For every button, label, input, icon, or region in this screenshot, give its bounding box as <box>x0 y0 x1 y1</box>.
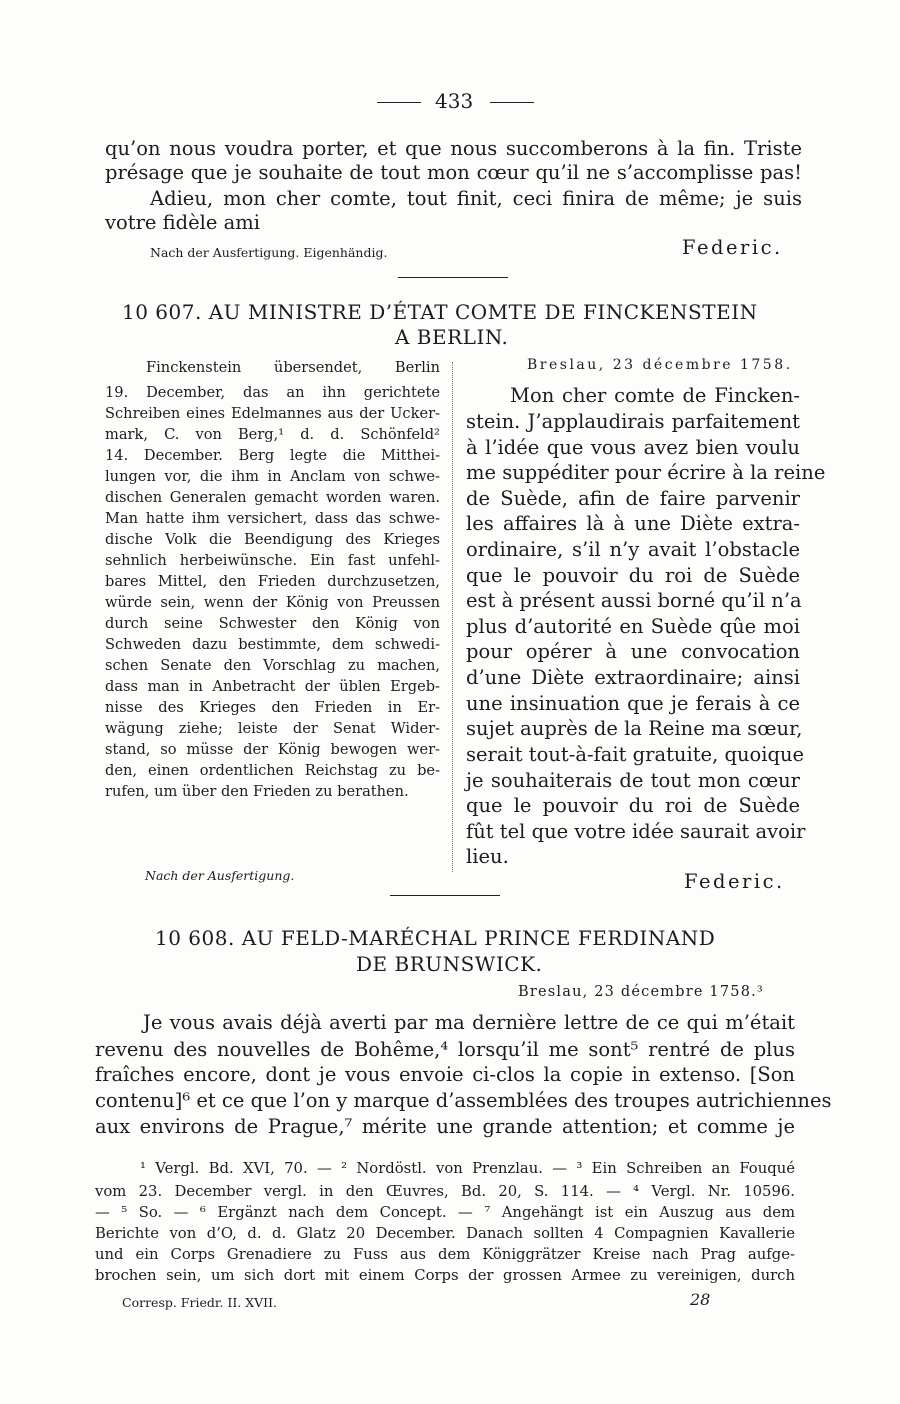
letter-line: est à présent aussi borné qu’il n’a <box>466 589 802 612</box>
text-line: contenu]⁶ et ce que l’on y marque d’assemblées des troupes autrichiennes <box>95 1089 832 1112</box>
summary-line: schen Senate den Vorschlag zu machen, <box>105 657 440 674</box>
column-divider <box>452 362 453 872</box>
footnote-line: brochen sein, um sich dort mit einem Corps der grossen Armee zu vereinigen, durch <box>95 1267 795 1284</box>
letter-line: que le pouvoir du roi de Suède <box>466 564 800 587</box>
summary-line: den, einen ordentlichen Reichstag zu be- <box>105 762 440 779</box>
text-line: votre fidèle ami <box>105 211 261 234</box>
dateline: Breslau, 23 décembre 1758.³ <box>518 984 764 1000</box>
text-line: Adieu, mon cher comte, tout finit, ceci finira de même; je suis <box>150 187 802 210</box>
letter-line: une insinuation que je ferais à ce <box>466 692 800 715</box>
section-rule <box>390 895 500 896</box>
summary-line: mark, C. von Berg,¹ d. d. Schönfeld² <box>105 426 440 443</box>
footnote-line: vom 23. December vergl. in den Œuvres, Bd. 20, S. 114. — ⁴ Vergl. Nr. 10596. <box>95 1183 795 1200</box>
letter-line: ordinaire, s’il n’y avait l’obstacle <box>466 538 800 561</box>
summary-line: stand, so müsse der König bewogen wer- <box>105 741 440 758</box>
text-line: présage que je souhaite de tout mon cœur qu’il ne s’accomplisse pas! <box>105 161 802 184</box>
source-note: Nach der Ausfertigung. <box>145 868 295 883</box>
letter-line: lieu. <box>466 845 509 868</box>
summary-line: 14. December. Berg legte die Mitthei- <box>105 447 440 464</box>
letter-line: me suppéditer pour écrire à la reine <box>466 461 826 484</box>
summary-line: dass man in Anbetracht der üblen Ergeb- <box>105 678 440 695</box>
text-line: aux environs de Prague,⁷ mérite une grande attention; et comme je <box>95 1115 795 1138</box>
footnote-line: Berichte von d’O, d. d. Glatz 20 December. Danach sollten 4 Compagnien Kavallerie <box>95 1225 795 1242</box>
page-number: 433 <box>435 89 474 113</box>
letter-line: stein. J’applaudirais parfaitement <box>466 410 800 433</box>
summary-line: 19. December, das an ihn gerichtete <box>105 384 440 401</box>
dateline: Breslau, 23 décembre 1758. <box>527 357 793 373</box>
signature: Federic. <box>684 870 785 893</box>
letter-heading: 10 607. AU MINISTRE D’ÉTAT COMTE DE FINCKENSTEIN <box>122 300 758 324</box>
letter-heading-line2: DE BRUNSWICK. <box>356 952 543 976</box>
text-line: Je vous avais déjà averti par ma dernière lettre de ce qui m’était <box>143 1011 795 1034</box>
summary-line: Schreiben eines Edelmannes aus der Ucker- <box>105 405 440 422</box>
letter-heading: 10 608. AU FELD-MARÉCHAL PRINCE FERDINAND <box>155 926 716 950</box>
header-rule-left <box>377 102 421 103</box>
letter-line: serait tout-à-fait gratuite, quoique <box>466 743 805 766</box>
gathering-number: 28 <box>690 1290 711 1309</box>
letter-line: fût tel que votre idée saurait avoir <box>466 820 806 843</box>
summary-line: Schweden dazu bestimmte, dem schwedi- <box>105 636 440 653</box>
text-line: fraîches encore, dont je vous envoie ci-clos la copie in extenso. [Son <box>95 1063 795 1086</box>
letter-line: que le pouvoir du roi de Suède <box>466 794 800 817</box>
text-line: revenu des nouvelles de Bohême,⁴ lorsqu’il me sont⁵ rentré de plus <box>95 1038 795 1061</box>
summary-line: wägung ziehe; leiste der Senat Wider- <box>105 720 440 737</box>
letter-line: je souhaiterais de tout mon cœur <box>466 769 800 792</box>
footnote-line: und ein Corps Grenadiere zu Fuss aus dem Königgrätzer Kreise nach Prag aufge- <box>95 1246 795 1263</box>
letter-line: de Suède, afin de faire parvenir <box>466 487 800 510</box>
summary-line: dischen Generalen gemacht worden waren. <box>105 489 440 506</box>
letter-line: pour opérer à une convocation <box>466 640 800 663</box>
letter-line: d’une Diète extraordinaire; ainsi <box>466 666 800 689</box>
letter-line: à l’idée que vous avez bien voulu <box>466 436 800 459</box>
summary-line: Finckenstein übersendet, Berlin <box>146 359 440 376</box>
summary-line: bares Mittel, den Frieden durchzusetzen, <box>105 573 440 590</box>
source-note: Nach der Ausfertigung. Eigenhändig. <box>150 245 388 260</box>
text-line: qu’on nous voudra porter, et que nous succomberons à la fin. Triste <box>105 137 802 160</box>
letter-line: plus d’autorité en Suède qûe moi <box>466 615 800 638</box>
footnote-line: ¹ Vergl. Bd. XVI, 70. — ² Nordöstl. von Prenzlau. — ³ Ein Schreiben an Fouqué <box>140 1160 795 1177</box>
section-rule <box>398 277 508 278</box>
summary-line: Man hatte ihm versichert, dass das schwe- <box>105 510 440 527</box>
signature: Federic. <box>682 236 783 259</box>
summary-line: rufen, um über den Frieden zu berathen. <box>105 783 409 800</box>
summary-line: nisse des Krieges den Frieden in Er- <box>105 699 440 716</box>
summary-line: sehnlich herbeiwünsche. Ein fast unfehl- <box>105 552 440 569</box>
header-rule-right <box>490 102 534 103</box>
footnote-line: — ⁵ So. — ⁶ Ergänzt nach dem Concept. — ⁷ Angehängt ist ein Auszug aus dem <box>95 1204 795 1221</box>
letter-line: les affaires là à une Diète extra- <box>466 512 800 535</box>
summary-line: durch seine Schwester den König von <box>105 615 440 632</box>
summary-line: lungen vor, die ihm in Anclam von schwe- <box>105 468 440 485</box>
letter-heading-line2: A BERLIN. <box>395 325 509 349</box>
summary-line: würde sein, wenn der König von Preussen <box>105 594 440 611</box>
summary-line: dische Volk die Beendigung des Krieges <box>105 531 440 548</box>
signature-mark: Corresp. Friedr. II. XVII. <box>122 1295 277 1310</box>
letter-line: sujet auprès de la Reine ma sœur, <box>466 717 803 740</box>
letter-line: Mon cher comte de Fincken- <box>510 384 800 407</box>
